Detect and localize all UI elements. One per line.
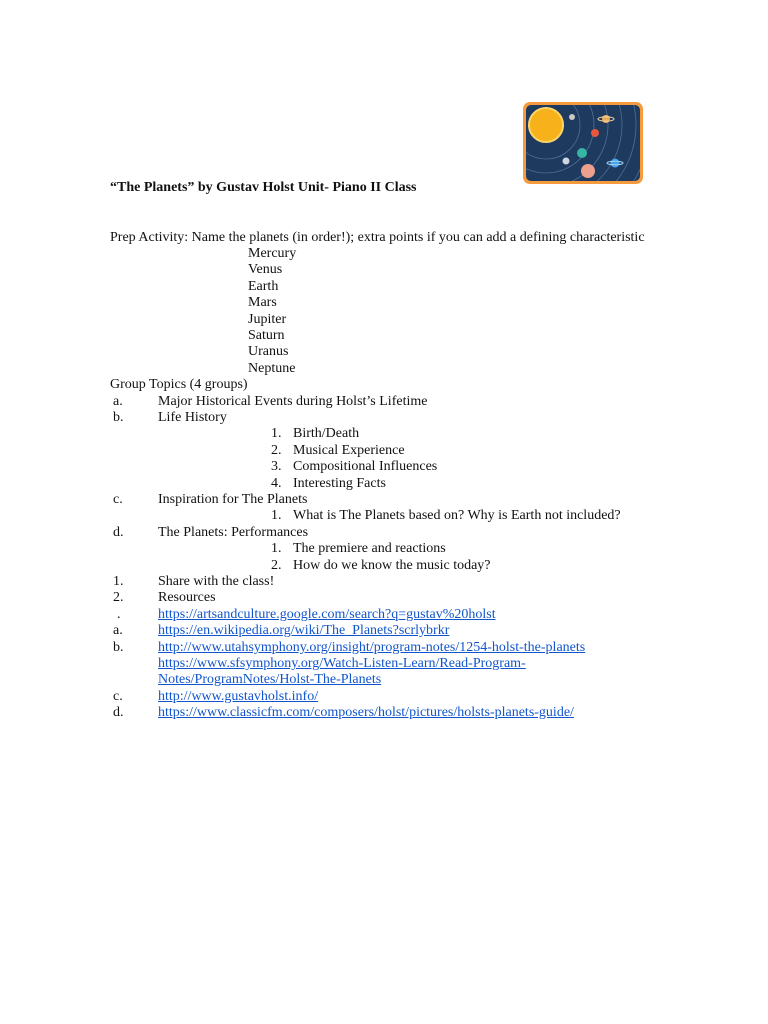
venus-icon [602, 115, 610, 123]
topic-d-text: The Planets: Performances [158, 525, 309, 540]
jupiter-icon [581, 164, 595, 178]
topic-c-text: Inspiration for The Planets [158, 492, 308, 507]
planet-item: Neptune [248, 361, 296, 376]
resource-marker: a. [113, 623, 123, 638]
resource-link[interactable]: https://en.wikipedia.org/wiki/The_Planets?scrlybrkr [158, 623, 450, 638]
planet-item: Saturn [248, 328, 285, 343]
planet-item: Mars [248, 295, 277, 310]
solar-system-icon [523, 102, 643, 184]
step-number: 2. [113, 590, 124, 605]
topic-marker: d. [113, 525, 124, 540]
subtopic-text: Interesting Facts [293, 476, 386, 491]
step-text: Share with the class! [158, 574, 275, 589]
resource-marker: d. [113, 705, 124, 720]
topic-marker: b. [113, 410, 124, 425]
topic-marker: a. [113, 394, 123, 409]
subtopic-text: The premiere and reactions [293, 541, 446, 556]
subtopic-text: What is The Planets based on? Why is Earth not included? [293, 508, 621, 523]
subtopic-text: How do we know the music today? [293, 558, 491, 573]
resource-link[interactable]: http://www.utahsymphony.org/insight/program-notes/1254-holst-the-planets [158, 640, 586, 655]
resource-link[interactable]: https://www.classicfm.com/composers/holst/pictures/holsts-planets-guide/ [158, 705, 574, 720]
subtopic-number: 1. [271, 426, 282, 441]
solar-system-svg [526, 105, 640, 181]
subtopic-number: 4. [271, 476, 282, 491]
resource-link-continued[interactable]: Notes/ProgramNotes/Holst-The-Planets [158, 672, 382, 687]
planet-item: Jupiter [248, 312, 287, 327]
planet-item: Earth [248, 279, 279, 294]
earth-icon [577, 148, 587, 158]
sun-icon [529, 108, 563, 142]
resource-marker: c. [113, 689, 123, 704]
resource-link[interactable]: https://www.sfsymphony.org/Watch-Listen-Learn/Read-Program- [158, 656, 526, 671]
neptune-icon [611, 159, 620, 168]
subtopic-text: Birth/Death [293, 426, 360, 441]
subtopic-number: 1. [271, 508, 282, 523]
uranus-icon [563, 158, 570, 165]
resource-link[interactable]: https://artsandculture.google.com/search?q=gustav%20holst [158, 607, 496, 622]
subtopic-text: Compositional Influences [293, 459, 438, 474]
step-number: 1. [113, 574, 124, 589]
subtopic-number: 2. [271, 558, 282, 573]
planet-item: Uranus [248, 344, 289, 359]
mercury-icon [569, 114, 575, 120]
planet-item: Mercury [248, 246, 297, 261]
topic-marker: c. [113, 492, 123, 507]
subtopic-number: 2. [271, 443, 282, 458]
step-text: Resources [158, 590, 216, 605]
prep-activity-text: Prep Activity: Name the planets (in order!); extra points if you can add a defining characteristic [110, 230, 645, 245]
resource-marker: b. [113, 640, 124, 655]
solar-system-illustration [526, 105, 640, 181]
group-topics-heading: Group Topics (4 groups) [110, 377, 248, 392]
page-title: “The Planets” by Gustav Holst Unit- Piano II Class [110, 180, 417, 195]
topic-b-text: Life History [158, 410, 227, 425]
subtopic-number: 3. [271, 459, 282, 474]
resource-marker: . [117, 607, 121, 622]
subtopic-text: Musical Experience [293, 443, 405, 458]
subtopic-number: 1. [271, 541, 282, 556]
mars-icon [591, 129, 599, 137]
resource-link[interactable]: http://www.gustavholst.info/ [158, 689, 319, 704]
planet-item: Venus [248, 262, 283, 277]
topic-a-text: Major Historical Events during Holst’s Lifetime [158, 394, 428, 409]
